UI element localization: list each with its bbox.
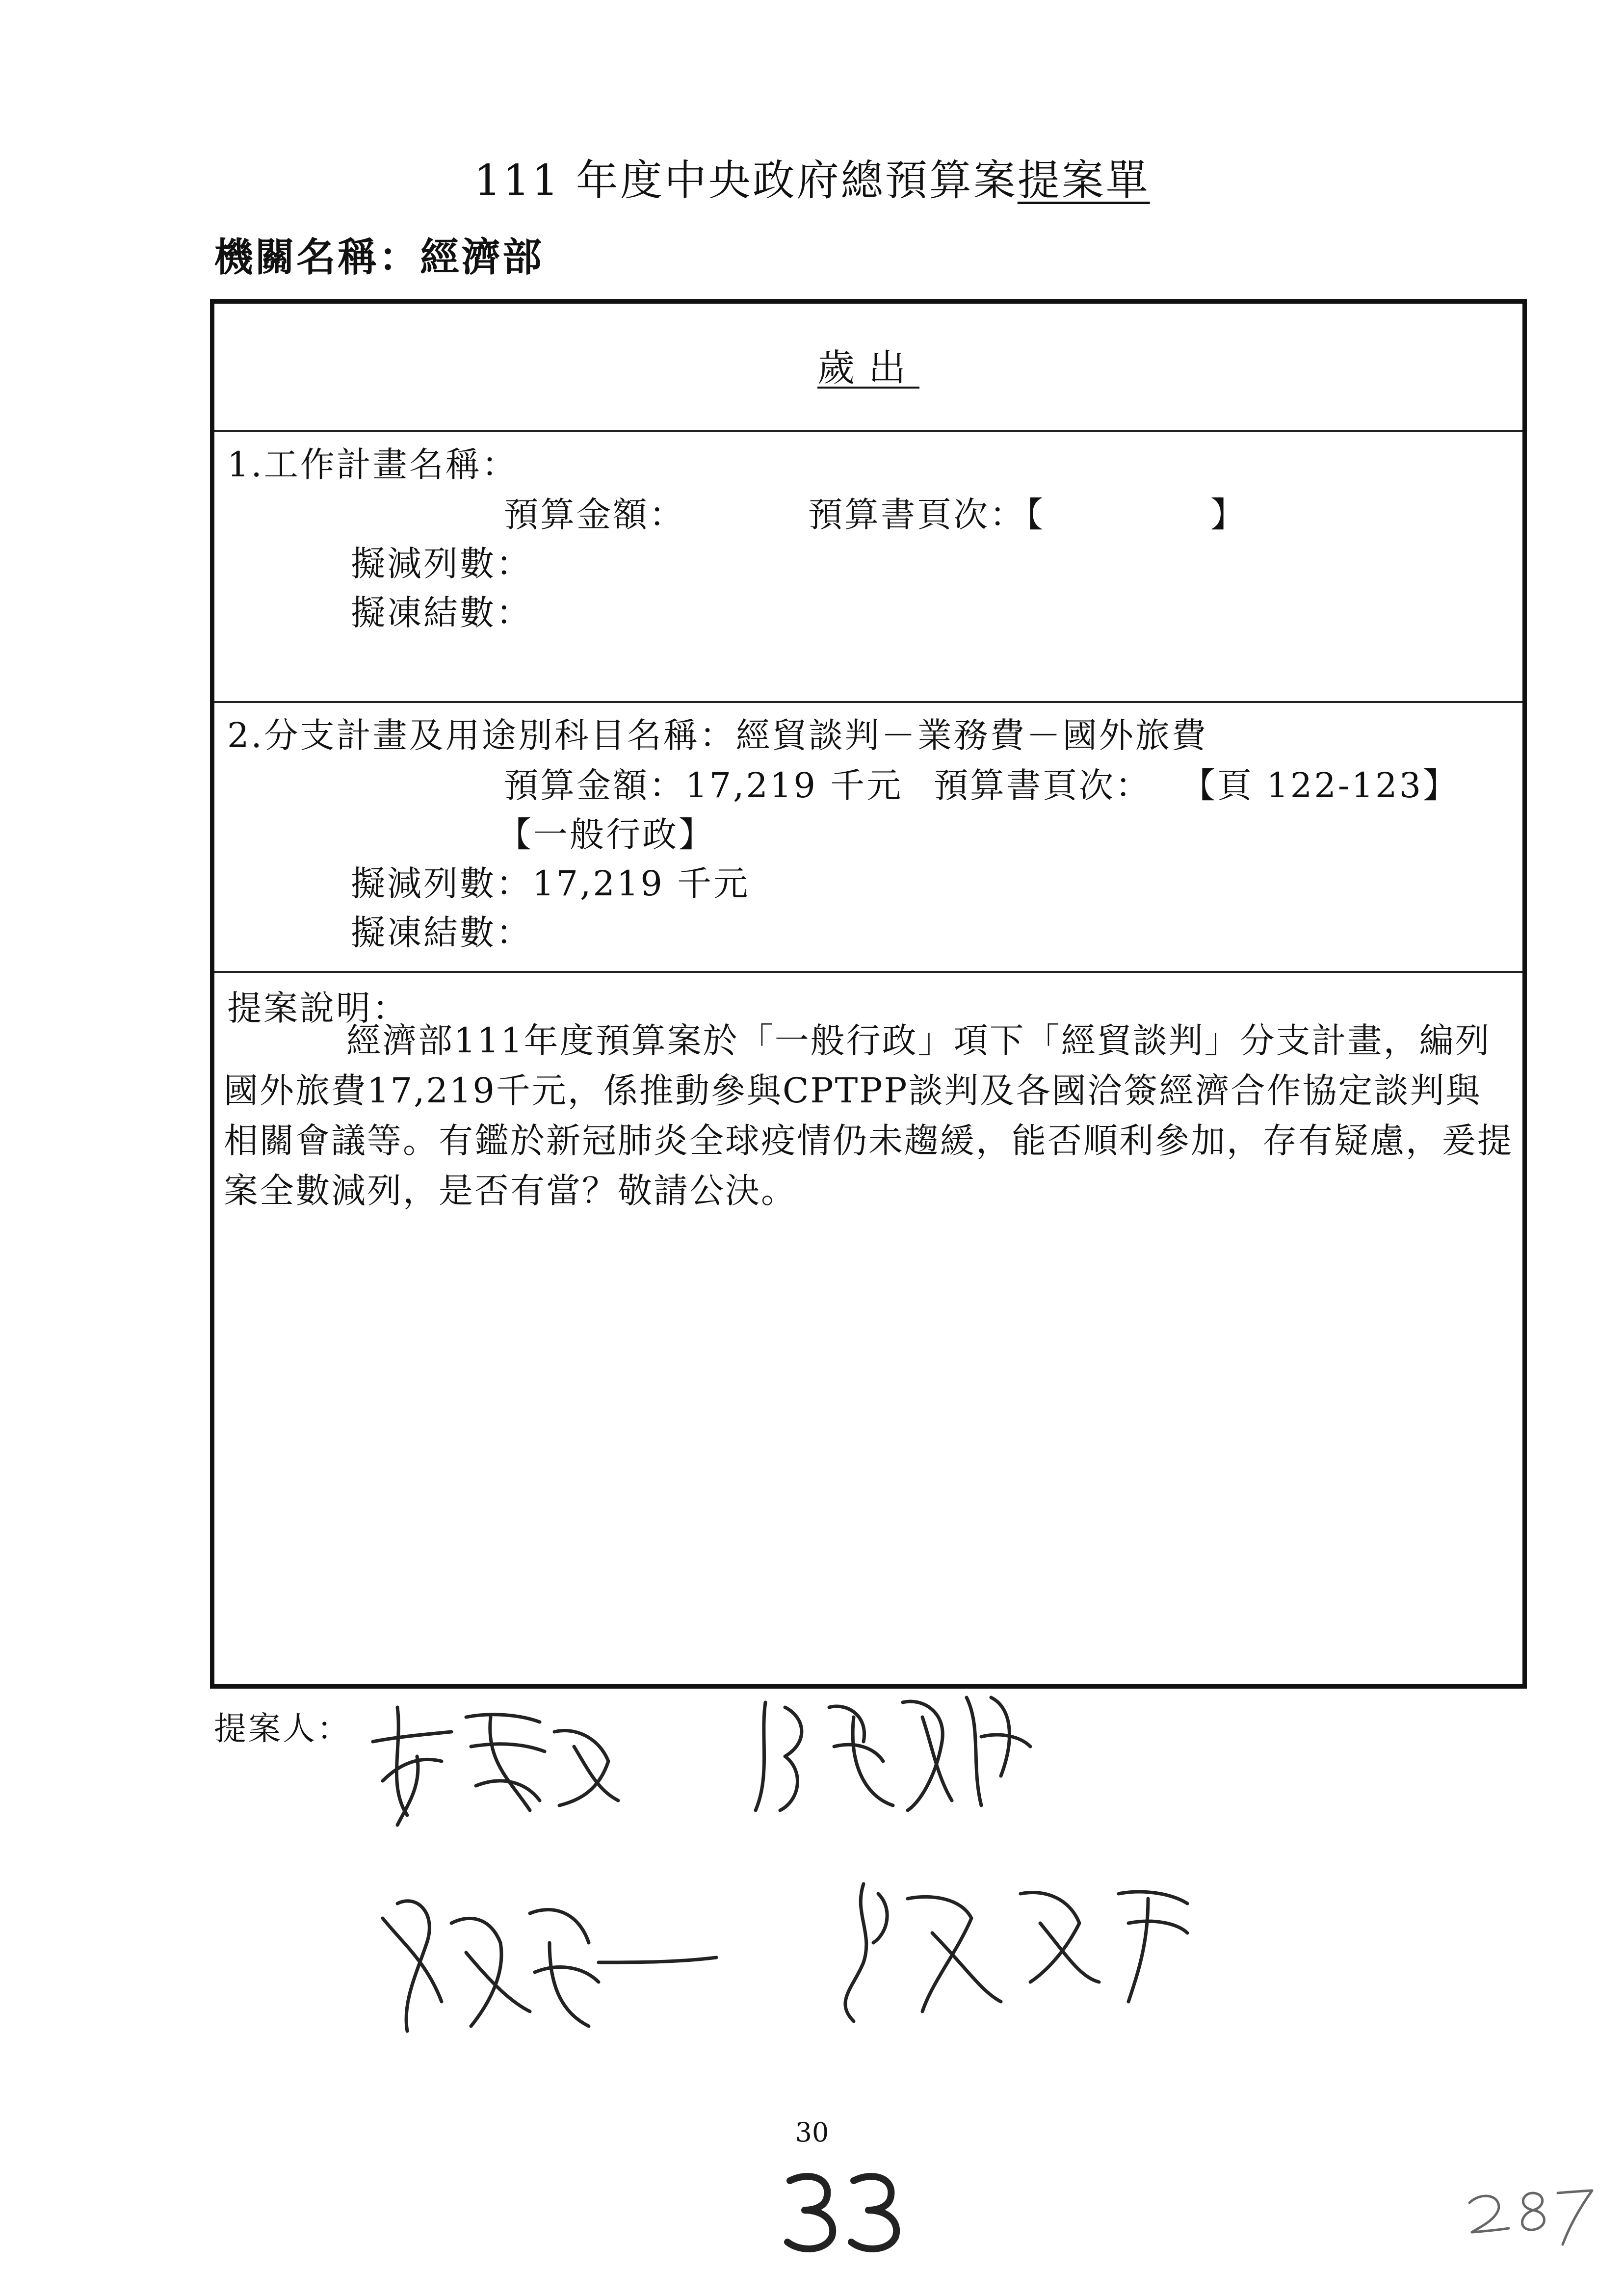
page-number: 30 (795, 2117, 829, 2148)
handwritten-page-number (775, 2164, 913, 2257)
handwritten-corner-number (1465, 2173, 1597, 2247)
divider-item1 (214, 701, 1522, 703)
signature-4 (845, 1884, 1187, 2021)
agency-name: 經濟部 (420, 234, 544, 280)
item2-page-ref: 【頁 122-123】 (1181, 765, 1460, 806)
document-title (0, 146, 1624, 207)
item1-page-close: 】 (1210, 495, 1247, 535)
item2-category: 【一般行政】 (497, 814, 715, 855)
divider-header (214, 430, 1522, 432)
item1-page-label: 預算書頁次：【 (808, 495, 1045, 535)
handwritten-signatures (343, 1688, 1251, 2070)
title-underlined: 提案單 (1017, 156, 1150, 205)
section-header (214, 338, 1522, 391)
item2-plan-label: 2.分支計畫及用途別科目名稱：經貿談判－業務費－國外旅費 (227, 715, 1208, 756)
signature-2 (756, 1697, 1030, 1810)
item1-cut-label: 擬減列數： (351, 544, 532, 584)
item2-freeze-label: 擬凍結數： (351, 913, 532, 953)
item2-page-label: 預算書頁次： (934, 765, 1152, 806)
item1-plan-label: 1.工作計畫名稱： (227, 444, 518, 485)
section-header-text: 歲出 (817, 346, 919, 390)
explanation-text: 經濟部111年度預算案於「一般行政」項下「經貿談判」分支計畫，編列國外旅費17,219千元，係推動參與CPTPP談判及各國洽簽經濟合作協定談判與相關會議等。有鑑於新冠肺炎全球疫情仍未趨緩，能否順利參加，存有疑慮，爰提案全數減列，是否有當？敬請公決。 (224, 1020, 1513, 1211)
item2-budget-text: 預算金額：17,219 千元 (504, 765, 903, 806)
divider-item2 (214, 971, 1522, 973)
agency-label: 機關名稱： (214, 234, 420, 280)
explanation-label: 提案說明： (227, 988, 409, 1028)
agency-line (214, 226, 544, 282)
signature-1 (373, 1707, 618, 1825)
item1-budget-label: 預算金額： (504, 495, 685, 535)
proposal-table (210, 299, 1527, 1689)
explanation-body (224, 1016, 1514, 1216)
signature-3 (383, 1901, 716, 2031)
proposer-label: 提案人： (214, 1710, 351, 1748)
item1-freeze-label: 擬凍結數： (351, 593, 532, 633)
item2-cut-text: 擬減列數：17,219 千元 (351, 863, 750, 904)
title-main: 111 年度中央政府總預算案 (474, 156, 1018, 205)
